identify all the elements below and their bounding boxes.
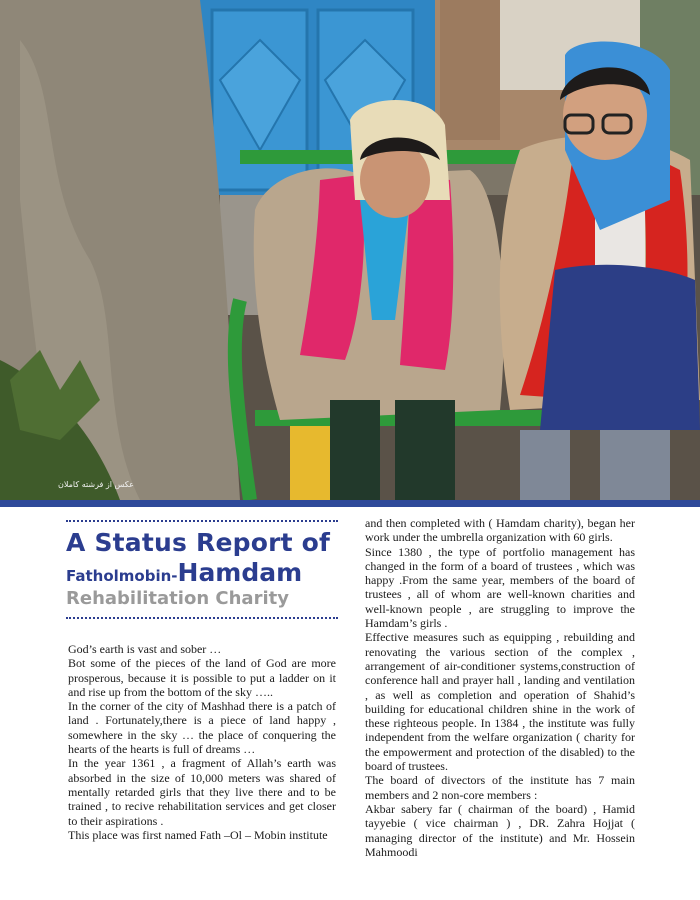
title-line-2-big: Hamdam [177,558,303,587]
dotted-divider-bottom [66,617,338,619]
title-line-1: A Status Report of [66,528,331,557]
title-block [66,520,338,619]
paragraph: This place was first named Fath –Ol – Mobin institute [68,827,328,842]
photo-credit: عکس از فرشته کاملان [58,480,134,489]
paragraph: and then completed with ( Hamdam charity), began her work under the umbrella organization with 60 girls. [365,516,635,545]
paragraph: Bot some of the pieces of the land of God are more prosperous, because it is possible to put a ladder on it and rise up from the bottom of the sky ….. [68,656,336,699]
title-line-3: Rehabilitation Charity [66,588,289,609]
paragraph: In the year 1361 , a fragment of Allah’s earth was absorbed in the size of 10,000 meters was shared of mentally retarded girls that they live there and to be trained , to recive rehabilitation services and get closer to their aspirations . [68,756,336,828]
paragraph: In the corner of the city of Mashhad there is a patch of land . Fortunately,there is a piece of land happy , somewhere in the sky … the place of conquering the hearts of the hearts is full of dreams … [68,699,336,757]
paragraph: Since 1380 , the type of portfolio management has changed in the form of a board of trustees , which was happy .From the same year, members of the board of trustees , all of whom are well-known charities and well-known people , are struggling to improve the Hamdam’s girls . [365,544,635,631]
title-line-2-small: Fatholmobin- [66,567,178,585]
dotted-divider-top [66,520,338,522]
paragraph: God’s earth is vast and sober … [68,642,222,656]
body-column-right [365,516,635,859]
title-line-2 [66,558,338,587]
body-column-left [68,642,336,842]
paragraph: Effective measures such as equipping , rebuilding and renovating the various section of the complex , arrangement of air-conditioner systems,construction of conference hall and prayer hall , landing and ventilation , as well as completion and operation of Shahid’s building for educational children shine in the work of these righteous people. In 1384 , the institute was fully independent from the welfare organization ( charity for the empowerment and protection of the disabled) to the board of trustees. [365,630,635,774]
accent-bar [0,500,700,507]
paragraph: Akbar sabery far ( chairman of the board) , Hamid tayyebie ( vice chairman ) , DR. Zahra Hojjat ( managing director of the institute) and Mr. Hossein Mahmoodi [365,801,635,859]
paragraph: The board of divectors of the institute has 7 main members and 2 non-core members : [365,773,635,802]
